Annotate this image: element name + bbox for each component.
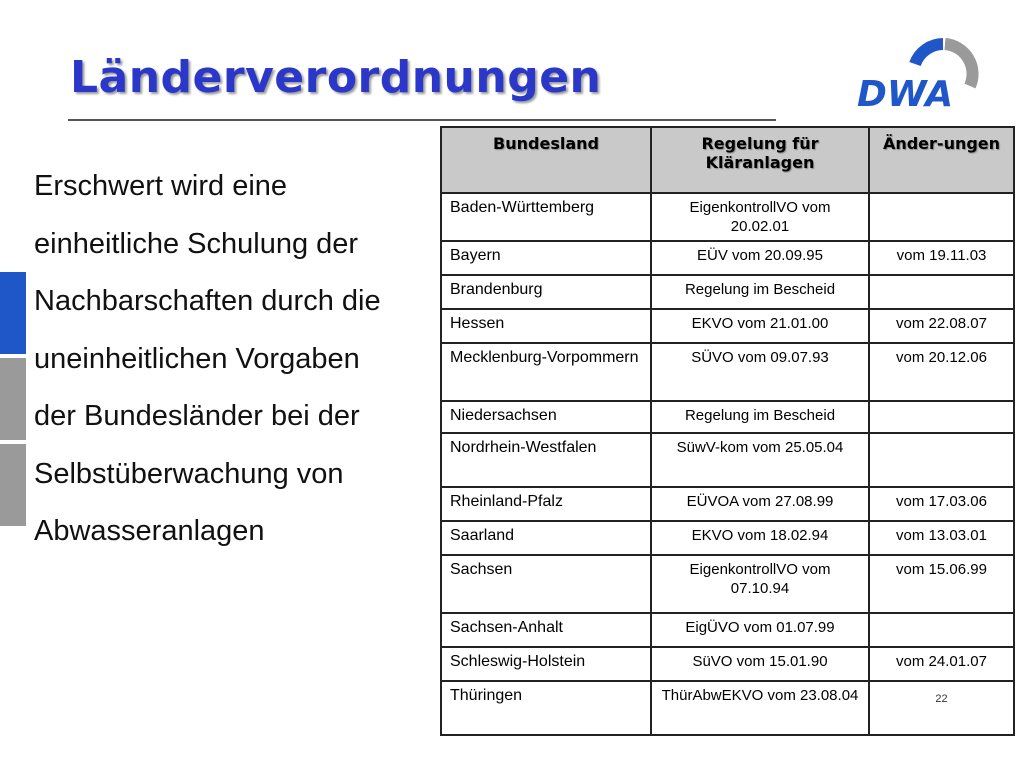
cell-regelung: EÜV vom 20.09.95	[651, 241, 869, 275]
cell-regelung: SüwV-kom vom 25.05.04	[651, 433, 869, 487]
table-row	[441, 193, 1014, 241]
cell-bundesland: Brandenburg	[441, 275, 651, 309]
cell-bundesland: Bayern	[441, 241, 651, 275]
cell-aenderungen	[869, 193, 1014, 241]
cell-bundesland: Mecklenburg-Vorpommern	[441, 343, 651, 401]
body-line: Erschwert wird eine	[34, 170, 288, 202]
accent-bar-blue	[0, 272, 26, 354]
cell-bundesland: Hessen	[441, 309, 651, 343]
cell-regelung: SüVO vom 15.01.90	[651, 647, 869, 681]
table-row	[441, 487, 1014, 521]
body-line: Nachbarschaften durch die	[34, 285, 381, 317]
cell-regelung: Regelung im Bescheid	[651, 275, 869, 309]
table-row	[441, 343, 1014, 401]
laender-table	[440, 126, 1015, 736]
table-row	[441, 555, 1014, 613]
cell-aenderungen: vom 13.03.01	[869, 521, 1014, 555]
cell-aenderungen	[869, 275, 1014, 309]
accent-bar-gray	[0, 358, 26, 440]
header-regelung: Regelung für Kläranlagen	[651, 127, 869, 193]
table-row	[441, 241, 1014, 275]
cell-aenderungen	[869, 613, 1014, 647]
logo-blue-arc	[915, 44, 943, 64]
cell-aenderungen	[869, 433, 1014, 487]
cell-aenderungen	[869, 681, 1014, 735]
cell-regelung: EigenkontrollVO vom 20.02.01	[651, 193, 869, 241]
cell-bundesland: Nordrhein-Westfalen	[441, 433, 651, 487]
left-accent-bars	[0, 272, 26, 530]
cell-regelung: EKVO vom 18.02.94	[651, 521, 869, 555]
logo-text: DWA	[857, 74, 954, 112]
cell-aenderungen: vom 15.06.99	[869, 555, 1014, 613]
cell-bundesland: Rheinland-Pfalz	[441, 487, 651, 521]
table-row	[441, 521, 1014, 555]
body-line: uneinheitlichen Vorgaben	[34, 342, 360, 375]
cell-regelung: ThürAbwEKVO vom 23.08.04	[651, 681, 869, 735]
cell-bundesland: Schleswig-Holstein	[441, 647, 651, 681]
cell-regelung: Regelung im Bescheid	[651, 401, 869, 433]
table-header-row	[441, 127, 1014, 193]
cell-aenderungen: vom 19.11.03	[869, 241, 1014, 275]
cell-aenderungen: vom 20.12.06	[869, 343, 1014, 401]
cell-regelung: EigÜVO vom 01.07.99	[651, 613, 869, 647]
cell-aenderungen	[869, 401, 1014, 433]
cell-bundesland: Saarland	[441, 521, 651, 555]
cell-bundesland: Niedersachsen	[441, 401, 651, 433]
cell-bundesland: Sachsen	[441, 555, 651, 613]
body-line: Abwasseranlagen	[34, 515, 265, 547]
header-aenderungen: Änder-ungen	[869, 127, 1014, 193]
cell-aenderungen: vom 22.08.07	[869, 309, 1014, 343]
cell-bundesland: Baden-Württemberg	[441, 193, 651, 241]
cell-bundesland: Sachsen-Anhalt	[441, 613, 651, 647]
table-row	[441, 309, 1014, 343]
table-row	[441, 433, 1014, 487]
dwa-logo	[855, 36, 983, 112]
cell-regelung: EÜVOA vom 27.08.99	[651, 487, 869, 521]
accent-bar-gray	[0, 444, 26, 526]
table-row	[441, 647, 1014, 681]
cell-regelung: EigenkontrollVO vom 07.10.94	[651, 555, 869, 613]
table-row	[441, 275, 1014, 309]
table-row	[441, 401, 1014, 433]
page-number: 22	[935, 693, 948, 705]
cell-regelung: SÜVO vom 09.07.93	[651, 343, 869, 401]
body-line: einheitliche Schulung der	[34, 227, 359, 260]
table-row	[441, 681, 1014, 735]
cell-bundesland: Thüringen	[441, 681, 651, 735]
slide-title: Länderverordnungen	[70, 52, 602, 103]
body-line: Selbstüberwachung von	[34, 457, 344, 490]
title-underline	[68, 119, 776, 121]
cell-aenderungen: vom 17.03.06	[869, 487, 1014, 521]
cell-regelung: EKVO vom 21.01.00	[651, 309, 869, 343]
cell-aenderungen: vom 24.01.07	[869, 647, 1014, 681]
header-bundesland: Bundesland	[441, 127, 651, 193]
body-paragraph	[34, 158, 454, 561]
body-line: der Bundesländer bei der	[34, 400, 360, 432]
table-row	[441, 613, 1014, 647]
